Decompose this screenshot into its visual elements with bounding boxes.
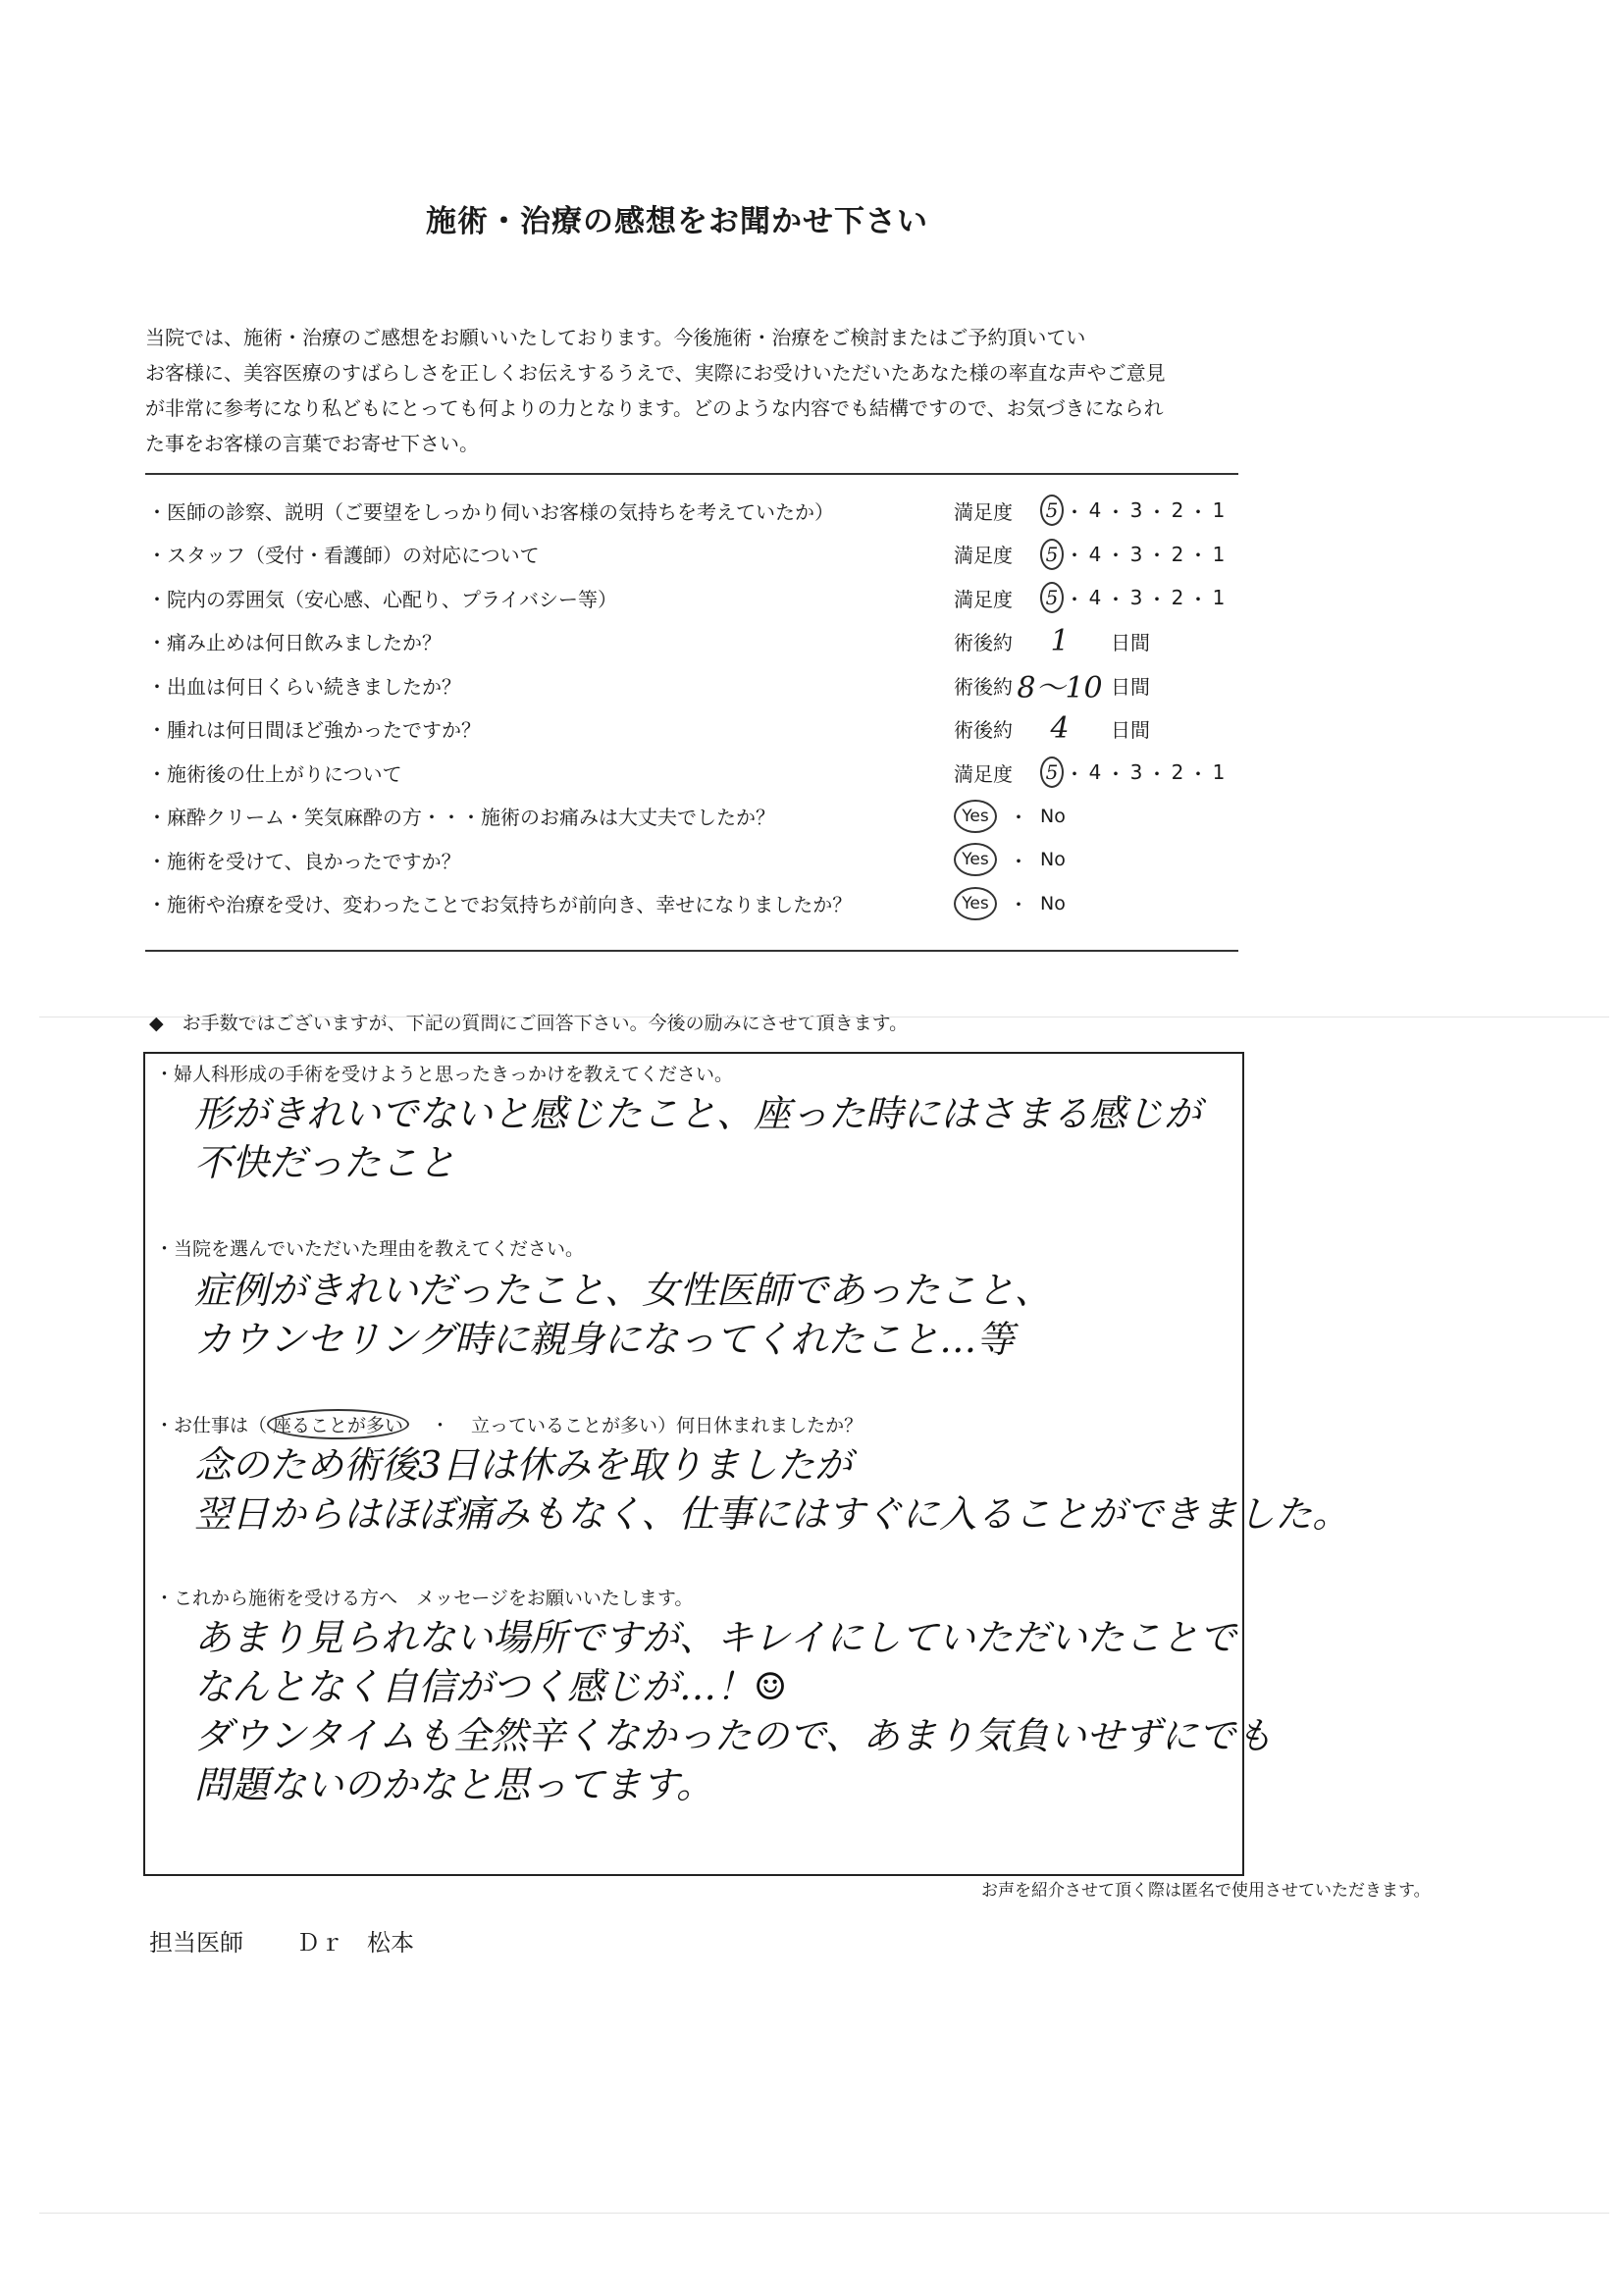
rating-option: 1 [1212,586,1226,609]
days-prefix: 術後約 [954,631,1013,654]
days-unit: 日間 [1111,631,1150,654]
option-separator: ・ [1009,849,1028,873]
answer-line: 症例がきれいだったこと、女性医師であったこと、 [194,1269,1052,1312]
rating-separator: ・ [1065,499,1084,524]
rating-option: 3 [1129,498,1143,522]
question-work-suffix: ）何日休まれましたか？ [657,1415,864,1436]
intro-line: が非常に参考になり私どもにとっても何よりの力となります。どのような内容でも結構ですので、お気づきになられ [145,396,1164,420]
satisfaction-rating [954,539,1229,570]
satisfaction-rating [954,582,1229,613]
scan-artifact-line [39,2213,1609,2214]
answer-work [194,1440,1349,1539]
rating-option: 3 [1129,760,1143,784]
answer-line: 不快だったこと [194,1141,456,1184]
days-prefix: 術後約 [954,674,1013,699]
question-text: ・医師の診察、説明（ご要望をしっかり伺いお客様の気持ちを考えていたか） [147,499,834,524]
rating-separator: ・ [1147,499,1167,524]
rating-scale [1040,582,1229,613]
divider [145,473,1238,475]
survey-row [147,884,1241,923]
no-option: No [1040,805,1066,827]
answer-line: カウンセリング時に親身になってくれたこと…等 [194,1318,1015,1361]
question-text: ・施術後の仕上がりについて [147,761,402,786]
satisfaction-label: 満足度 [954,544,1013,567]
survey-row [147,753,1241,792]
question-text: ・院内の雰囲気（安心感、心配り、プライバシー等） [147,587,617,611]
rating-separator: ・ [1147,761,1167,786]
answer-reason-clinic [194,1266,1052,1364]
answer-reason-surgery [194,1089,1201,1187]
days-unit: 日間 [1111,718,1150,742]
days-value: 1 [1050,624,1070,658]
rating-separator: ・ [1188,761,1208,786]
no-option: No [1040,892,1066,914]
question-work [155,1409,863,1439]
survey-row [147,535,1241,574]
answer-line: ダウンタイムも全然辛くなかったので、あまり気負いせずにでも [194,1714,1273,1757]
rating-separator: ・ [1106,499,1126,524]
rating-option: 1 [1212,498,1226,522]
survey-row [147,840,1241,879]
rating-selected: 5 [1040,757,1064,788]
satisfaction-rating [954,495,1229,526]
question-text: ・腫れは何日間ほど強かったですか？ [147,718,481,742]
yes-option-selected: Yes [954,800,997,833]
rating-option: 2 [1171,498,1184,522]
survey-row [147,491,1241,530]
answer-line: なんとなく自信がつく感じが…！☺ [194,1665,788,1708]
option-sitting-selected: 座ることが多い [267,1409,409,1439]
rating-option: 2 [1171,586,1184,609]
rating-option: 1 [1212,542,1226,566]
days-answer [954,663,1150,706]
scan-artifact-line [39,1017,1609,1018]
no-option: No [1040,849,1066,870]
attending-doctor [149,1923,414,1957]
days-answer [954,624,1150,658]
yes-option-selected: Yes [954,843,997,876]
option-separator: ・ [431,1415,450,1436]
yes-no-answer [954,887,1066,920]
rating-separator: ・ [1065,587,1084,611]
question-text: ・スタッフ（受付・看護師）の対応について [147,544,540,567]
answer-line: 問題ないのかなと思ってます。 [194,1763,713,1806]
survey-row [147,578,1241,617]
question-text: ・施術や治療を受け、変わったことでお気持ちが前向き、幸せになりましたか？ [147,893,853,916]
doctor-label: 担当医師 [149,1929,243,1957]
option-separator: ・ [1009,893,1028,916]
answer-line: あまり見られない場所ですが、キレイにしていただいたことで [194,1616,1236,1659]
rating-scale [1040,495,1229,526]
days-value: 8〜10 [1017,671,1103,705]
yes-no-answer [954,843,1066,876]
satisfaction-label: 満足度 [954,587,1013,611]
section-note: ◆ お手数ではございますが、下記の質問にご回答下さい。今後の励みにさせて頂きます。 [149,1013,909,1034]
yes-option-selected: Yes [954,887,997,920]
satisfaction-label: 満足度 [954,499,1013,524]
question-work-prefix: ・お仕事は（ [155,1415,268,1436]
satisfaction-label: 満足度 [954,761,1013,786]
rating-scale [1040,539,1229,570]
option-separator: ・ [1009,806,1028,829]
survey-row [147,622,1241,661]
days-value: 4 [1050,711,1070,746]
question-reason-clinic: ・当院を選んでいただいた理由を教えてください。 [155,1238,585,1260]
days-unit: 日間 [1111,674,1150,699]
rating-separator: ・ [1188,587,1208,611]
days-prefix: 術後約 [954,718,1013,742]
intro-line: お客様に、美容医療のすばらしさを正しくお伝えするうえで、実際にお受けいただいたあなた様の率直な声やご意見 [145,361,1166,385]
option-standing: 立っていることが多い [471,1415,658,1436]
rating-selected: 5 [1040,582,1064,613]
rating-separator: ・ [1065,761,1084,786]
rating-separator: ・ [1188,544,1208,567]
rating-selected: 5 [1040,539,1064,570]
rating-option: 4 [1088,760,1102,784]
rating-separator: ・ [1106,587,1126,611]
question-text: ・出血は何日くらい続きましたか？ [147,674,461,699]
rating-separator: ・ [1188,499,1208,524]
survey-row [147,797,1241,836]
answer-line: 念のため術後3日は休みを取りましたが [194,1443,853,1487]
survey-row [147,709,1241,749]
answer-line: 翌日からはほぼ痛みもなく、仕事にはすぐに入ることができました。 [194,1492,1350,1536]
rating-option: 2 [1171,542,1184,566]
yes-no-options [954,887,1066,920]
days-answer [954,711,1150,746]
question-reason-surgery: ・婦人科形成の手術を受けようと思ったきっかけを教えてください。 [155,1064,734,1085]
rating-separator: ・ [1106,544,1126,567]
answer-line: 形がきれいでないと感じたこと、座った時にはさまる感じが [194,1092,1202,1135]
rating-separator: ・ [1147,587,1167,611]
rating-option: 3 [1129,542,1143,566]
rating-option: 3 [1129,586,1143,609]
free-answer-box [143,1052,1350,1876]
rating-option: 2 [1171,760,1184,784]
satisfaction-rating [954,757,1229,788]
rating-separator: ・ [1106,761,1126,786]
question-message: ・これから施術を受ける方へ メッセージをお願いいたします。 [155,1588,694,1609]
footer-note: お声を紹介させて頂く際は匿名で使用させていただきます。 [981,1881,1431,1901]
page-title: 施術・治療の感想をお聞かせ下さい [426,204,928,239]
rating-selected: 5 [1040,495,1064,526]
rating-option: 4 [1088,542,1102,566]
intro-text [145,320,1244,461]
survey-row [147,665,1241,704]
intro-line: 当院では、施術・治療のご感想をお願いいたしております。今後施術・治療をご検討またはご予約頂いてい [145,326,1086,349]
yes-no-options [954,800,1066,833]
rating-scale [1040,757,1229,788]
question-text: ・痛み止めは何日飲みましたか？ [147,631,442,654]
doctor-name: Ｄｒ 松本 [296,1929,414,1957]
rating-option: 1 [1212,760,1226,784]
question-text: ・施術を受けて、良かったですか？ [147,849,461,873]
divider [145,950,1238,952]
yes-no-options [954,843,1066,876]
rating-option: 4 [1088,586,1102,609]
rating-separator: ・ [1065,544,1084,567]
question-text: ・麻酔クリーム・笑気麻酔の方・・・施術のお痛みは大丈夫でしたか？ [147,806,775,829]
intro-line: た事をお客様の言葉でお寄せ下さい。 [145,432,479,455]
yes-no-answer [954,800,1066,833]
rating-option: 4 [1088,498,1102,522]
rating-separator: ・ [1147,544,1167,567]
answer-message [194,1613,1273,1809]
